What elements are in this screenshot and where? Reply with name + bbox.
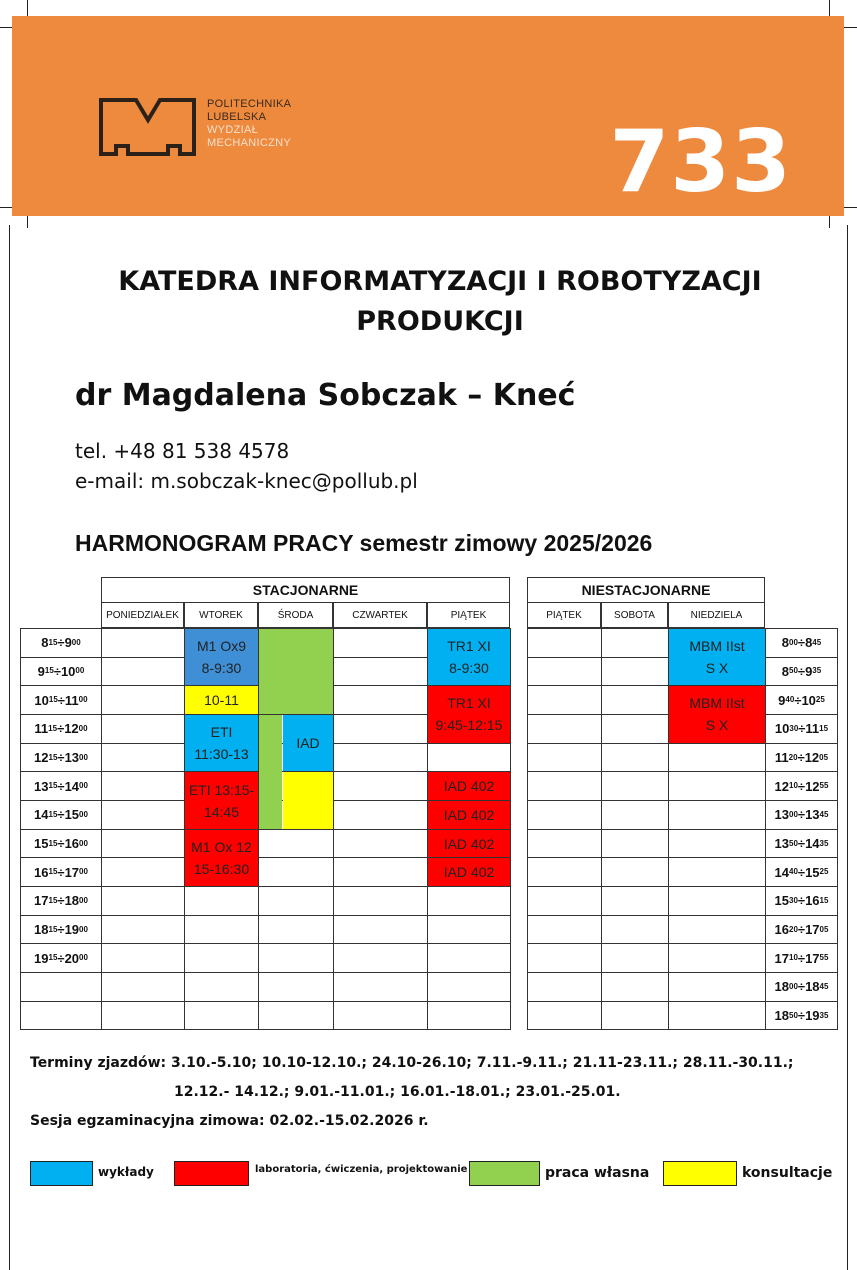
niedziela-mbm-lecture[interactable] — [669, 629, 765, 685]
legend-swatch-own-work — [469, 1161, 540, 1186]
stationary-slot — [101, 628, 185, 658]
stationary-day-5: PIĄTEK — [427, 602, 510, 628]
stationary-slot — [333, 943, 428, 973]
block-line: ETI — [210, 724, 233, 741]
piatek-tr1-lecture[interactable] — [428, 629, 510, 685]
block-line: 11:30-13 — [194, 746, 249, 763]
nonstationary-slot — [527, 972, 602, 1002]
stationary-slot — [258, 829, 334, 859]
stationary-day-2: WTOREK — [184, 602, 258, 628]
stationary-slot — [333, 771, 428, 801]
stationary-day-1: PONIEDZIAŁEK — [101, 602, 184, 628]
nonstationary-slot — [668, 1001, 766, 1031]
stationary-slot — [101, 771, 185, 801]
stationary-time-cell: 15 15 ÷ 16 00 — [20, 829, 102, 859]
block-line: IAD 402 — [443, 778, 495, 795]
stationary-time-cell: 16 15 ÷ 17 00 — [20, 857, 102, 887]
block-line: MBM IIst — [689, 695, 745, 712]
nonstationary-slot — [668, 943, 766, 973]
terms-line-2: 12.12.- 14.12.; 9.01.-11.01.; 16.01.-18.01.; 23.01.-25.01. — [174, 1084, 621, 1100]
stationary-slot — [101, 972, 185, 1002]
stationary-slot — [333, 829, 428, 859]
nonstationary-slot — [601, 800, 669, 830]
stationary-slot — [101, 915, 185, 945]
stationary-slot — [101, 714, 185, 744]
nonstationary-time-cell: 13 50 ÷ 14 35 — [765, 829, 838, 859]
nonstationary-slot — [668, 857, 766, 887]
sroda-iad[interactable] — [283, 715, 333, 771]
block-line: 8-9:30 — [449, 660, 489, 677]
logo-line-1: POLITECHNIKA — [207, 98, 292, 110]
block-line: IAD 402 — [443, 835, 495, 852]
stationary-slot — [333, 1001, 428, 1031]
nonstationary-slot — [668, 743, 766, 773]
block-line: IAD — [296, 735, 320, 752]
nonstationary-slot — [527, 714, 602, 744]
stationary-slot — [333, 886, 428, 916]
stationary-slot — [333, 714, 428, 744]
stationary-time-cell: 14 15 ÷ 15 00 — [20, 800, 102, 830]
university-logo-icon — [98, 96, 198, 160]
wtorek-m1-ox12[interactable] — [185, 830, 258, 886]
stationary-time-cell: 11 15 ÷ 12 00 — [20, 714, 102, 744]
exam-session: Sesja egzaminacyjna zimowa: 02.02.-15.02.2026 r. — [30, 1113, 429, 1129]
stationary-time-cell: 12 15 ÷ 13 00 — [20, 743, 102, 773]
frame-right-line — [847, 225, 848, 1270]
nonstationary-slot — [601, 628, 669, 658]
stationary-slot — [101, 829, 185, 859]
stationary-slot — [427, 886, 511, 916]
stationary-slot — [258, 857, 334, 887]
nonstationary-slot — [601, 943, 669, 973]
piatek-iad-4[interactable] — [428, 858, 510, 886]
stationary-slot — [258, 886, 334, 916]
nonstationary-slot — [601, 685, 669, 715]
phone-number: tel. +48 81 538 4578 — [75, 439, 290, 463]
nonstationary-slot — [527, 943, 602, 973]
nonstationary-slot — [668, 771, 766, 801]
stationary-slot — [427, 743, 511, 773]
stationary-slot — [258, 972, 334, 1002]
nonstationary-slot — [601, 714, 669, 744]
department-line-2: PRODUKCJI — [356, 306, 524, 337]
nonstationary-time-cell: 14 40 ÷ 15 25 — [765, 857, 838, 887]
block-line: 15-16:30 — [193, 860, 250, 877]
stationary-slot — [427, 1001, 511, 1031]
stationary-slot — [184, 972, 259, 1002]
block-line: IAD 402 — [443, 806, 495, 823]
block-line: M1 Ox9 — [196, 638, 246, 655]
piatek-iad-3[interactable] — [428, 830, 510, 858]
legend-label-own-work: praca własna — [545, 1165, 650, 1181]
nonstationary-time-cell: 17 10 ÷ 17 55 — [765, 943, 838, 973]
legend-swatch-lectures — [30, 1161, 93, 1186]
stationary-slot — [184, 943, 259, 973]
block-line: 10-11 — [204, 692, 239, 709]
stationary-time-cell: 18 15 ÷ 19 00 — [20, 915, 102, 945]
nonstationary-slot — [668, 829, 766, 859]
nonstationary-slot — [668, 800, 766, 830]
nonstationary-slot — [668, 886, 766, 916]
logo-line-4: MECHANICZNY — [207, 137, 291, 149]
block-line: 9:45-12:15 — [435, 717, 503, 734]
stationary-slot — [333, 628, 428, 658]
logo-line-3: WYDZIAŁ — [207, 124, 258, 136]
block-line: ETI 13:15- — [188, 781, 255, 798]
stationary-time-cell — [20, 972, 102, 1002]
nonstationary-slot — [601, 886, 669, 916]
wtorek-eti-lecture[interactable] — [185, 715, 258, 771]
stationary-time-cell: 10 15 ÷ 11 00 — [20, 685, 102, 715]
block-line: TR1 XI — [447, 638, 491, 655]
wtorek-eti-lab[interactable] — [185, 772, 258, 828]
stationary-slot — [101, 1001, 185, 1031]
nonstationary-slot — [601, 857, 669, 887]
person-name: dr Magdalena Sobczak – Kneć — [75, 378, 576, 413]
stationary-slot — [427, 972, 511, 1002]
stationary-group-header: STACJONARNE — [101, 577, 510, 603]
stationary-slot — [258, 915, 334, 945]
stationary-slot — [184, 915, 259, 945]
email-address: e-mail: m.sobczak-knec@pollub.pl — [75, 469, 418, 493]
nonstationary-slot — [601, 915, 669, 945]
block-line: M1 Ox 12 — [191, 838, 252, 855]
stationary-slot — [333, 657, 428, 687]
nonstationary-time-cell: 12 10 ÷ 12 55 — [765, 771, 838, 801]
stationary-time-cell: 9 15 ÷ 10 00 — [20, 657, 102, 687]
block-line: 14:45 — [203, 803, 240, 820]
nonstationary-slot — [527, 743, 602, 773]
nonstationary-slot — [527, 800, 602, 830]
nonstationary-time-cell: 16 20 ÷ 17 05 — [765, 915, 838, 945]
stationary-slot — [101, 886, 185, 916]
sroda-own-work-narrow[interactable] — [259, 715, 282, 829]
nonstationary-slot — [601, 1001, 669, 1031]
nonstationary-slot — [601, 743, 669, 773]
stationary-slot — [101, 800, 185, 830]
legend-label-labs: laboratoria, ćwiczenia, projektowanie — [255, 1164, 468, 1175]
nonstationary-group-header: NIESTACJONARNE — [527, 577, 765, 603]
schedule-title: HARMONOGRAM PRACY semestr zimowy 2025/2026 — [75, 530, 653, 556]
stationary-slot — [333, 800, 428, 830]
stationary-time-cell: 17 15 ÷ 18 00 — [20, 886, 102, 916]
header-banner — [12, 16, 844, 216]
stationary-slot — [101, 743, 185, 773]
nonstationary-day-3: NIEDZIELA — [668, 602, 765, 628]
block-line: 8-9:30 — [201, 660, 242, 677]
stationary-slot — [333, 857, 428, 887]
piatek-tr1-lab[interactable] — [428, 686, 510, 742]
stationary-slot — [101, 657, 185, 687]
stationary-slot — [258, 943, 334, 973]
stationary-slot — [427, 943, 511, 973]
nonstationary-slot — [601, 829, 669, 859]
logo-line-2: LUBELSKA — [207, 111, 267, 123]
block-line: TR1 XI — [447, 695, 491, 712]
niedziela-mbm-lab[interactable] — [669, 686, 765, 742]
block-line: MBM IIst — [689, 638, 745, 655]
nonstationary-slot — [668, 972, 766, 1002]
nonstationary-time-cell: 18 00 ÷ 18 45 — [765, 972, 838, 1002]
stationary-day-4: CZWARTEK — [333, 602, 427, 628]
piatek-iad-2[interactable] — [428, 801, 510, 829]
stationary-slot — [427, 915, 511, 945]
nonstationary-slot — [527, 915, 602, 945]
nonstationary-slot — [527, 829, 602, 859]
nonstationary-day-1: PIĄTEK — [527, 602, 601, 628]
nonstationary-slot — [527, 886, 602, 916]
wtorek-m1-ox9[interactable] — [185, 629, 258, 685]
stationary-time-cell: 19 15 ÷ 20 00 — [20, 943, 102, 973]
sroda-own-work-top[interactable] — [259, 629, 333, 714]
stationary-time-cell — [20, 1001, 102, 1031]
legend-swatch-consultations — [663, 1161, 737, 1186]
room-number: 733 — [609, 112, 792, 212]
stationary-slot — [333, 743, 428, 773]
university-logo-text — [207, 98, 291, 150]
nonstationary-time-cell: 8 50 ÷ 9 35 — [765, 657, 838, 687]
sroda-consult[interactable] — [283, 772, 333, 828]
nonstationary-slot — [527, 857, 602, 887]
stationary-time-cell: 8 15 ÷ 9 00 — [20, 628, 102, 658]
nonstationary-time-cell: 15 30 ÷ 16 15 — [765, 886, 838, 916]
stationary-slot — [101, 685, 185, 715]
stationary-day-3: ŚRODA — [258, 602, 333, 628]
frame-left-line — [9, 225, 10, 1270]
piatek-iad-1[interactable] — [428, 772, 510, 800]
legend-swatch-labs — [174, 1161, 249, 1186]
block-line: IAD 402 — [443, 864, 495, 881]
nonstationary-slot — [601, 972, 669, 1002]
stationary-slot — [184, 886, 259, 916]
stationary-time-cell: 13 15 ÷ 14 00 — [20, 771, 102, 801]
nonstationary-slot — [527, 771, 602, 801]
nonstationary-time-cell: 18 50 ÷ 19 35 — [765, 1001, 838, 1031]
stationary-slot — [184, 1001, 259, 1031]
block-line: S X — [705, 660, 729, 677]
nonstationary-time-cell: 11 20 ÷ 12 05 — [765, 743, 838, 773]
legend-label-lectures: wykłady — [98, 1165, 154, 1179]
nonstationary-slot — [527, 685, 602, 715]
department-title — [40, 262, 840, 342]
nonstationary-slot — [668, 915, 766, 945]
stationary-slot — [333, 685, 428, 715]
department-line-1: KATEDRA INFORMATYZACJI I ROBOTYZACJI — [118, 266, 762, 297]
wtorek-consult[interactable] — [185, 686, 258, 714]
stationary-slot — [101, 857, 185, 887]
stationary-slot — [333, 915, 428, 945]
nonstationary-slot — [527, 657, 602, 687]
stationary-slot — [258, 1001, 334, 1031]
terms-line-1: Terminy zjazdów: 3.10.-5.10; 10.10-12.10.; 24.10-26.10; 7.11.-9.11.; 21.11-23.11.; 28.11.-30.11.; — [30, 1055, 794, 1071]
nonstationary-slot — [527, 628, 602, 658]
stationary-slot — [333, 972, 428, 1002]
nonstationary-slot — [601, 771, 669, 801]
nonstationary-time-cell: 9 40 ÷ 10 25 — [765, 685, 838, 715]
nonstationary-time-cell: 13 00 ÷ 13 45 — [765, 800, 838, 830]
block-line: S X — [705, 717, 729, 734]
nonstationary-time-cell: 8 00 ÷ 8 45 — [765, 628, 838, 658]
nonstationary-day-2: SOBOTA — [601, 602, 668, 628]
stationary-slot — [101, 943, 185, 973]
legend-label-consultations: konsultacje — [742, 1165, 833, 1181]
nonstationary-time-cell: 10 30 ÷ 11 15 — [765, 714, 838, 744]
nonstationary-slot — [527, 1001, 602, 1031]
nonstationary-slot — [601, 657, 669, 687]
